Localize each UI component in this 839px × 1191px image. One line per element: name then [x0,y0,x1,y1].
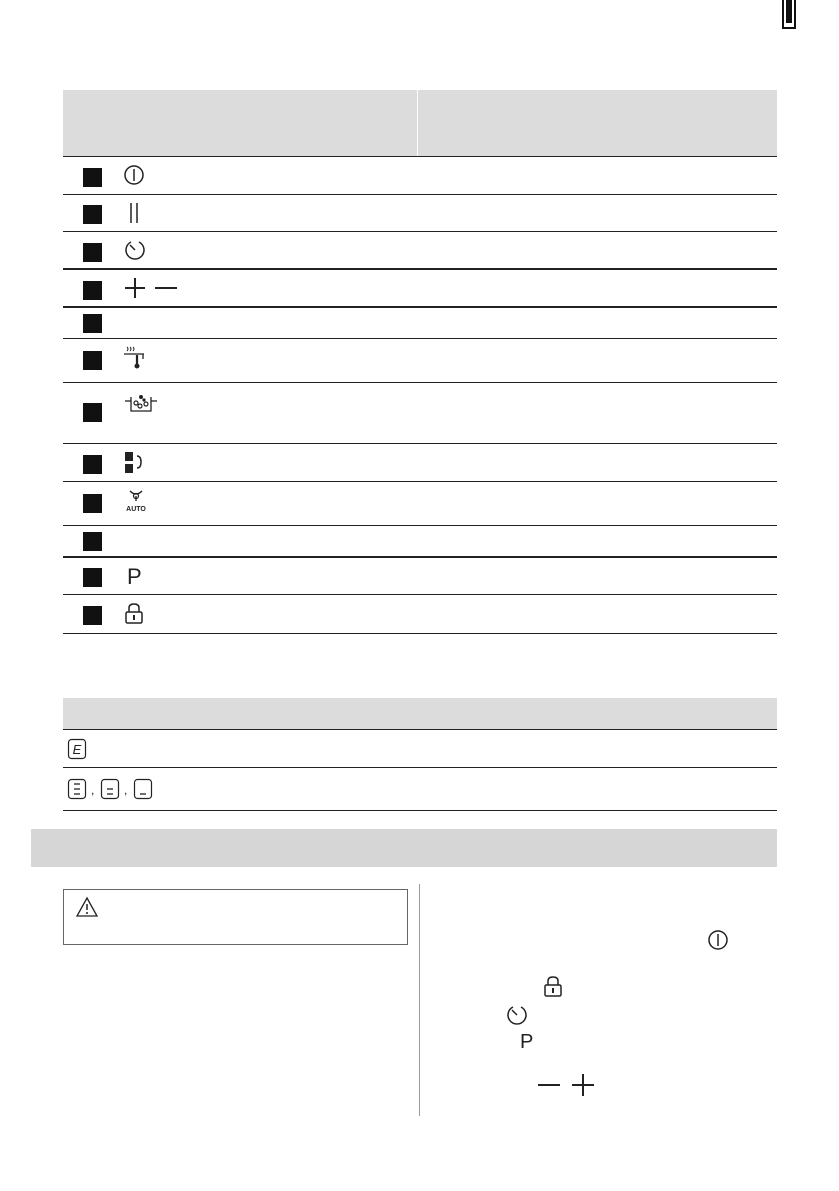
warning-triangle-icon [75,896,99,923]
svg-text:,: , [91,783,95,797]
column-divider [419,884,420,1116]
lock-icon [123,602,145,626]
power-boost-symbol: P [520,1031,534,1052]
power-boost-icon [516,1028,536,1052]
row-marker [83,205,102,224]
power-icon [123,164,145,186]
table-row [63,383,777,444]
timer-icon [505,1003,529,1027]
table-row [63,157,777,195]
table-row [63,768,777,811]
table-row [63,595,777,634]
error-display-icon [67,738,87,760]
row-marker [83,455,102,474]
table-row [63,339,777,383]
row-marker [83,568,102,587]
table-row [63,558,777,595]
table-row [63,526,777,558]
minus-plus-icon [536,1073,596,1097]
controls-table [63,90,777,634]
table-row [63,270,777,308]
plus-minus-icon [123,277,181,299]
row-marker [83,532,102,551]
row-marker [83,281,102,300]
displays-table [63,698,777,811]
bridge-icon [123,201,145,225]
table-row [63,232,777,270]
row-marker [83,168,102,187]
row-marker [83,606,102,625]
table-row [63,444,777,482]
auto-caption: AUTO [126,506,146,513]
page-corner-mark [782,0,796,32]
timer-icon [123,238,147,262]
table-row [63,730,777,768]
keep-warm-icon [123,345,149,371]
row-marker [83,494,102,513]
row-marker [83,351,102,370]
table-row [63,195,777,232]
row-marker [83,314,102,333]
lock-icon [542,975,564,999]
power-boost-symbol: P [127,564,142,588]
residual-heat-display-icons [67,778,159,800]
row-marker [83,403,102,422]
power-boost-icon [123,562,143,588]
boil-assist-icon [123,391,159,419]
section-heading-bar [31,829,777,867]
hob-hood-auto-icon [123,488,149,514]
displays-table-header [63,698,777,730]
controls-table-header [63,90,777,157]
table-row [63,482,777,526]
warning-box [63,889,408,945]
svg-text:,: , [124,783,128,797]
power-icon [707,929,729,951]
pause-icon [123,450,147,476]
table-row [63,308,777,339]
row-marker [83,243,102,262]
error-symbol: E [72,742,82,757]
